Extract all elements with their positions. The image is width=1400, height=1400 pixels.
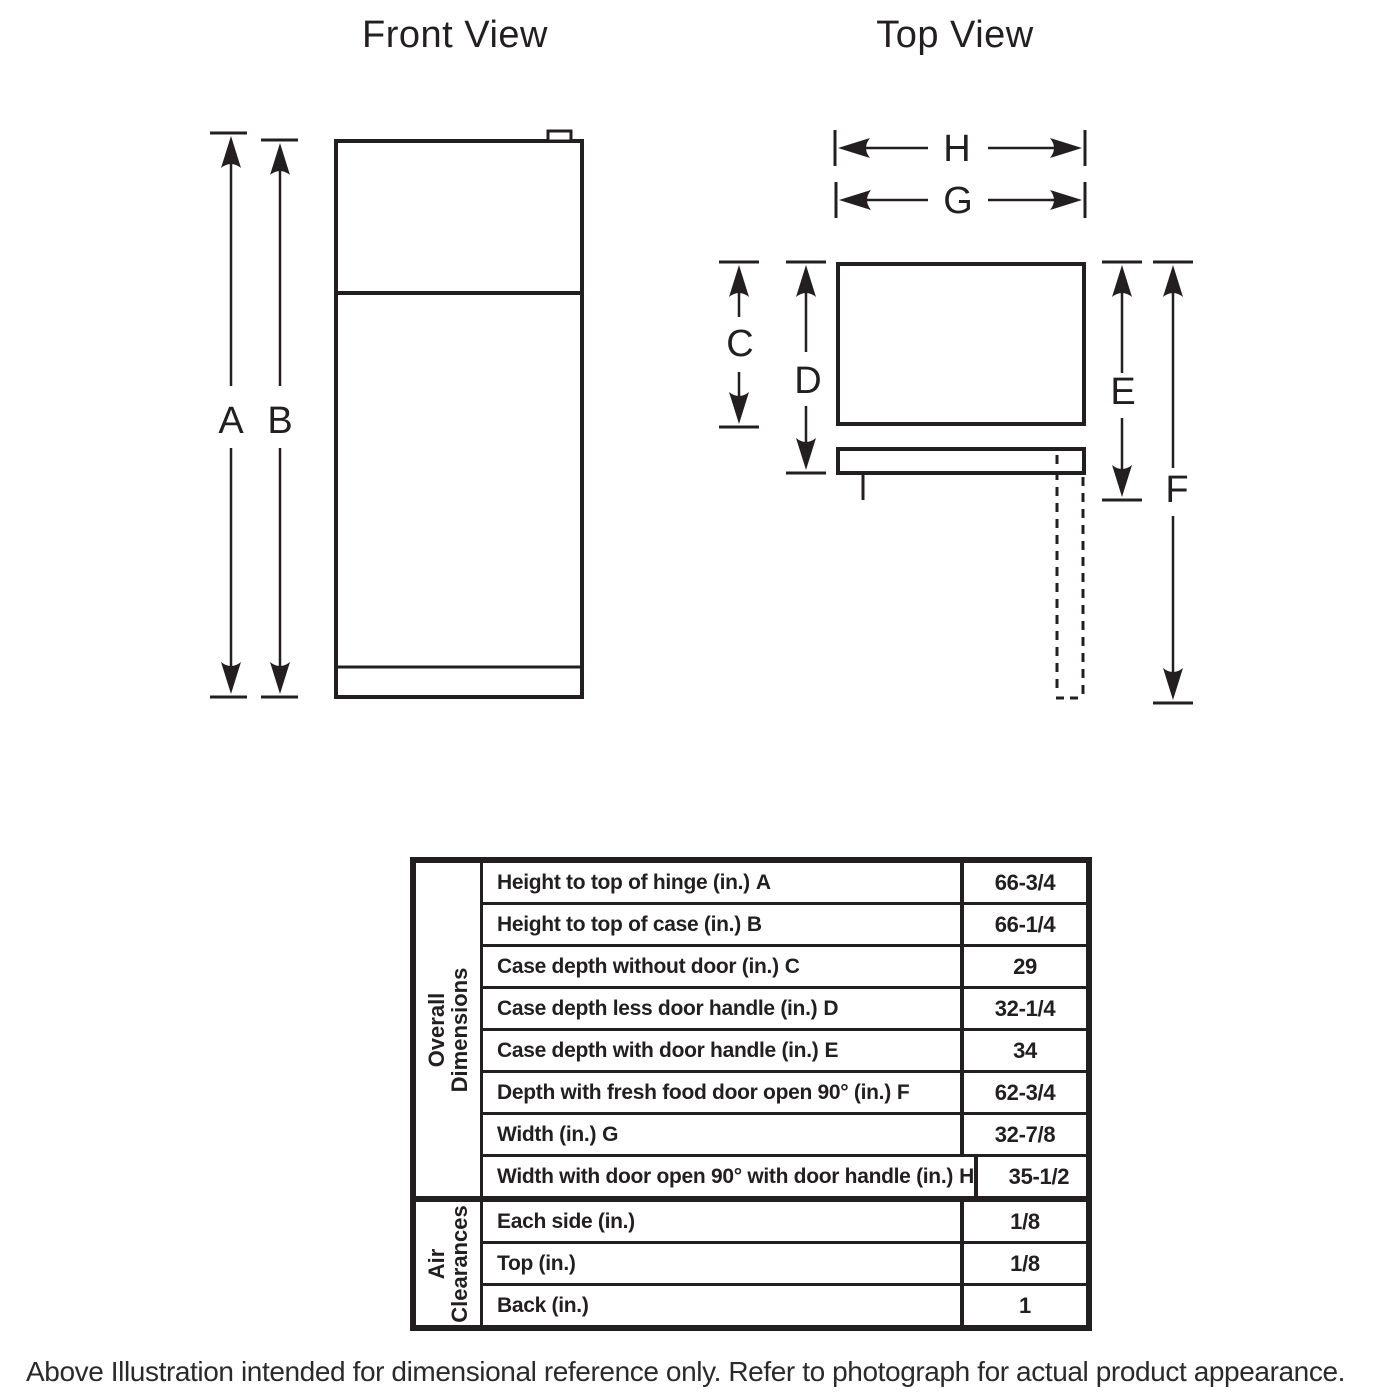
dim-arrow-e <box>1102 262 1142 500</box>
table-row <box>483 1202 1086 1241</box>
row-value: 1/8 <box>960 1202 1086 1241</box>
table-row <box>483 1028 1086 1070</box>
row-value: 32-1/4 <box>960 989 1086 1028</box>
row-value: 62-3/4 <box>960 1073 1086 1112</box>
overall-dimensions-section <box>416 863 1086 1196</box>
table-row <box>483 902 1086 944</box>
row-value: 66-1/4 <box>960 905 1086 944</box>
dim-label-c: C <box>726 323 754 365</box>
dim-arrow-g <box>836 180 1085 222</box>
dim-label-f: F <box>1165 469 1189 511</box>
air-clearances-section <box>416 1196 1086 1325</box>
table-row <box>483 1112 1086 1154</box>
overall-dimensions-header <box>416 863 483 1196</box>
top-view-diagram <box>719 14 1193 703</box>
front-view-diagram <box>210 14 582 697</box>
case-top-outline <box>838 264 1084 424</box>
row-label: Width (in.) <box>497 1122 597 1146</box>
row-dim-letter: D <box>823 996 839 1020</box>
row-dim-letter: H <box>959 1164 974 1188</box>
table-row <box>483 863 1086 902</box>
air-clearances-header <box>416 1202 483 1325</box>
row-dim-letter: C <box>784 954 800 978</box>
dim-label-g: G <box>943 180 973 222</box>
row-value: 29 <box>960 947 1086 986</box>
fridge-hinge <box>548 131 571 141</box>
fridge-outline <box>336 141 582 697</box>
row-label: Height to top of hinge (in.) <box>497 870 750 894</box>
row-label: Height to top of case (in.) <box>497 912 741 936</box>
section-header-line: Air <box>423 1248 449 1279</box>
dimensions-table <box>410 857 1092 1331</box>
row-label: Case depth with door handle (in.) <box>497 1038 819 1062</box>
row-label: Depth with fresh food door open 90° (in.) <box>497 1080 891 1104</box>
row-label: Top (in.) <box>497 1251 576 1275</box>
dim-label-d: D <box>794 360 822 402</box>
dim-label-b: B <box>267 400 293 442</box>
footer-disclaimer: Above Illustration intended for dimensional reference only. Refer to photograph for actual product appearance. <box>26 1356 1345 1387</box>
dim-arrow-c <box>719 262 759 427</box>
row-value: 1/8 <box>960 1244 1086 1283</box>
dim-label-a: A <box>218 400 244 442</box>
door-open-dashed <box>1056 455 1084 698</box>
section-header-line: Overall <box>423 992 449 1067</box>
dim-label-e: E <box>1110 371 1136 413</box>
row-label: Case depth without door (in.) <box>497 954 779 978</box>
row-value: 66-3/4 <box>960 863 1086 902</box>
dim-arrow-h <box>835 128 1085 170</box>
dim-label-h: H <box>943 128 971 170</box>
front-view-title: Front View <box>362 14 548 56</box>
row-dim-letter: E <box>824 1038 839 1062</box>
row-value: 32-7/8 <box>960 1115 1086 1154</box>
row-label: Each side (in.) <box>497 1209 635 1233</box>
row-value: 34 <box>960 1031 1086 1070</box>
dim-arrow-f <box>1153 262 1193 703</box>
row-label: Width with door open 90° with door handle (in.) <box>497 1164 954 1188</box>
table-row <box>483 986 1086 1028</box>
dim-arrow-a <box>210 133 247 697</box>
row-value: 35-1/2 <box>974 1157 1100 1196</box>
table-row <box>483 944 1086 986</box>
row-label: Case depth less door handle (in.) <box>497 996 818 1020</box>
table-row <box>483 1283 1086 1325</box>
row-dim-letter: G <box>602 1122 619 1146</box>
row-dim-letter: F <box>896 1080 910 1104</box>
section-header-line: Dimensions <box>447 967 472 1092</box>
dim-arrow-d <box>786 262 826 473</box>
row-dim-letter: A <box>755 870 771 894</box>
table-row <box>483 1241 1086 1283</box>
section-header-line: Clearances <box>447 1204 472 1323</box>
dim-arrow-b <box>261 140 298 697</box>
top-view-title: Top View <box>876 14 1034 56</box>
row-dim-letter: B <box>746 912 762 936</box>
table-row <box>483 1154 1086 1196</box>
row-value: 1 <box>960 1286 1086 1325</box>
door-top-outline <box>838 449 1084 473</box>
row-label: Back (in.) <box>497 1293 589 1317</box>
table-row <box>483 1070 1086 1112</box>
